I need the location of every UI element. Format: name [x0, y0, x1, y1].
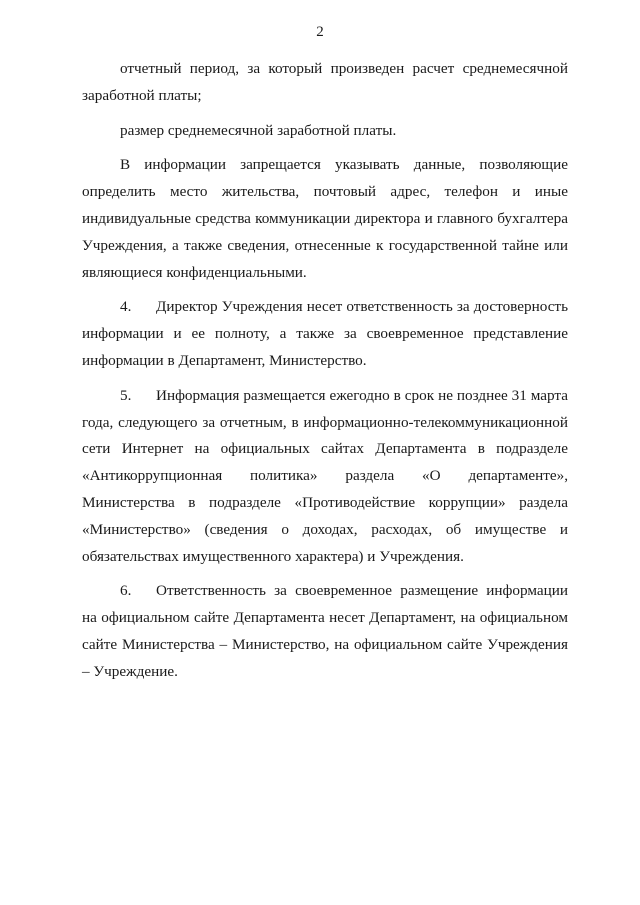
paragraph-text: размер среднемесячной заработной платы.	[120, 121, 397, 139]
paragraph-text: отчетный период, за который произведен расчет среднемесячной заработной платы;	[82, 60, 568, 104]
paragraph-2	[82, 118, 568, 145]
paragraph-1	[82, 56, 568, 110]
page-number: 2	[316, 24, 324, 40]
paragraph-text: Ответственность за своевременное размещение информации на официальном сайте Департамента несет Департамент, на официальном сайте Министерства – Министерство, на официальном сайте Учреждения – Учреждение.	[82, 582, 568, 680]
paragraph-text: Информация размещается ежегодно в срок не позднее 31 марта года, следующего за отчетным, в информационно-телекоммуникационной сети Интернет на официальных сайтах Департамента в подразделе «Антикоррупционная политика» раздела «О департаменте», Министерства в подразделе «Противодействие коррупции» раздела «Министерство» (сведения о доходах, расходах, об имуществе и обязательствах имущественного характера) и Учреждения.	[82, 386, 568, 565]
paragraph-number: 5.	[120, 386, 132, 404]
paragraph-5	[82, 383, 568, 571]
document-body	[82, 56, 568, 694]
paragraph-text: Директор Учреждения несет ответственность за достоверность информации и ее полноту, а также за своевременное представление информации в Департамент, Министерство.	[82, 298, 568, 369]
paragraph-number: 4.	[120, 298, 132, 316]
paragraph-number: 6.	[120, 582, 132, 600]
paragraph-6	[82, 578, 568, 685]
paragraph-3	[82, 152, 568, 286]
paragraph-4	[82, 294, 568, 374]
paragraph-text: В информации запрещается указывать данные, позволяющие определить место жительства, почтовый адрес, телефон и иные индивидуальные средства коммуникации директора и главного бухгалтера Учреждения, а также сведения, отнесенные к государственной тайне или являющиеся конфиденциальными.	[82, 156, 568, 281]
